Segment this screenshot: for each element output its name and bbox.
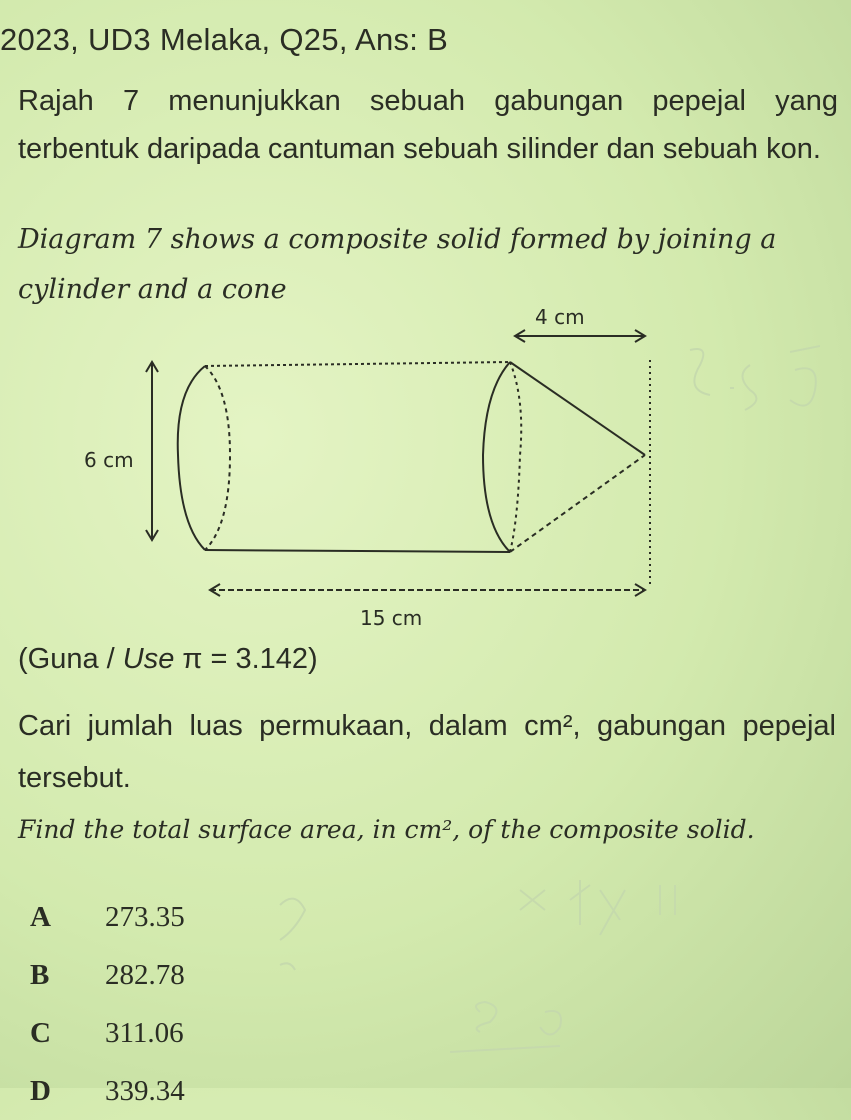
intro-english: Diagram 7 shows a composite solid formed by joining a cylinder and a cone: [18, 224, 777, 305]
question-english: Find the total surface area, in cm², of the composite solid.: [18, 815, 755, 844]
intro-malay: Rajah 7 menunjukkan sebuah gabungan pepejal yang terbentuk daripada cantuman sebuah silinder dan sebuah kon.: [18, 85, 838, 165]
question-source-header: 2023, UD3 Melaka, Q25, Ans: B: [0, 22, 449, 57]
option-value: 339.34: [105, 1074, 185, 1107]
use-pi-note: [18, 643, 318, 676]
option-c[interactable]: [30, 1004, 185, 1062]
option-value: 311.06: [105, 1016, 184, 1049]
option-a[interactable]: [30, 888, 185, 946]
label-total-length: 15 cm: [360, 606, 423, 630]
question-malay: Cari jumlah luas permukaan, dalam cm², gabungan pepejal tersebut.: [18, 710, 836, 794]
answer-options: [30, 888, 185, 1120]
cylinder-shape: [178, 362, 522, 552]
option-letter: C: [30, 1016, 51, 1049]
use-pi-use-word: Use: [122, 643, 175, 675]
option-b[interactable]: [30, 946, 185, 1004]
option-value: 273.35: [105, 900, 185, 933]
label-cone-length: 4 cm: [535, 305, 585, 329]
option-letter: A: [30, 900, 51, 933]
use-pi-expr: π = 3.142): [174, 643, 318, 675]
option-letter: D: [30, 1074, 51, 1107]
option-d[interactable]: [30, 1062, 185, 1120]
use-pi-prefix: (Guna /: [18, 643, 123, 675]
label-height: 6 cm: [84, 448, 134, 472]
dimension-lines: [146, 330, 650, 596]
cone-shape: [510, 362, 645, 552]
composite-solid-diagram: [70, 300, 690, 640]
option-letter: B: [30, 958, 50, 991]
option-value: 282.78: [105, 958, 185, 991]
